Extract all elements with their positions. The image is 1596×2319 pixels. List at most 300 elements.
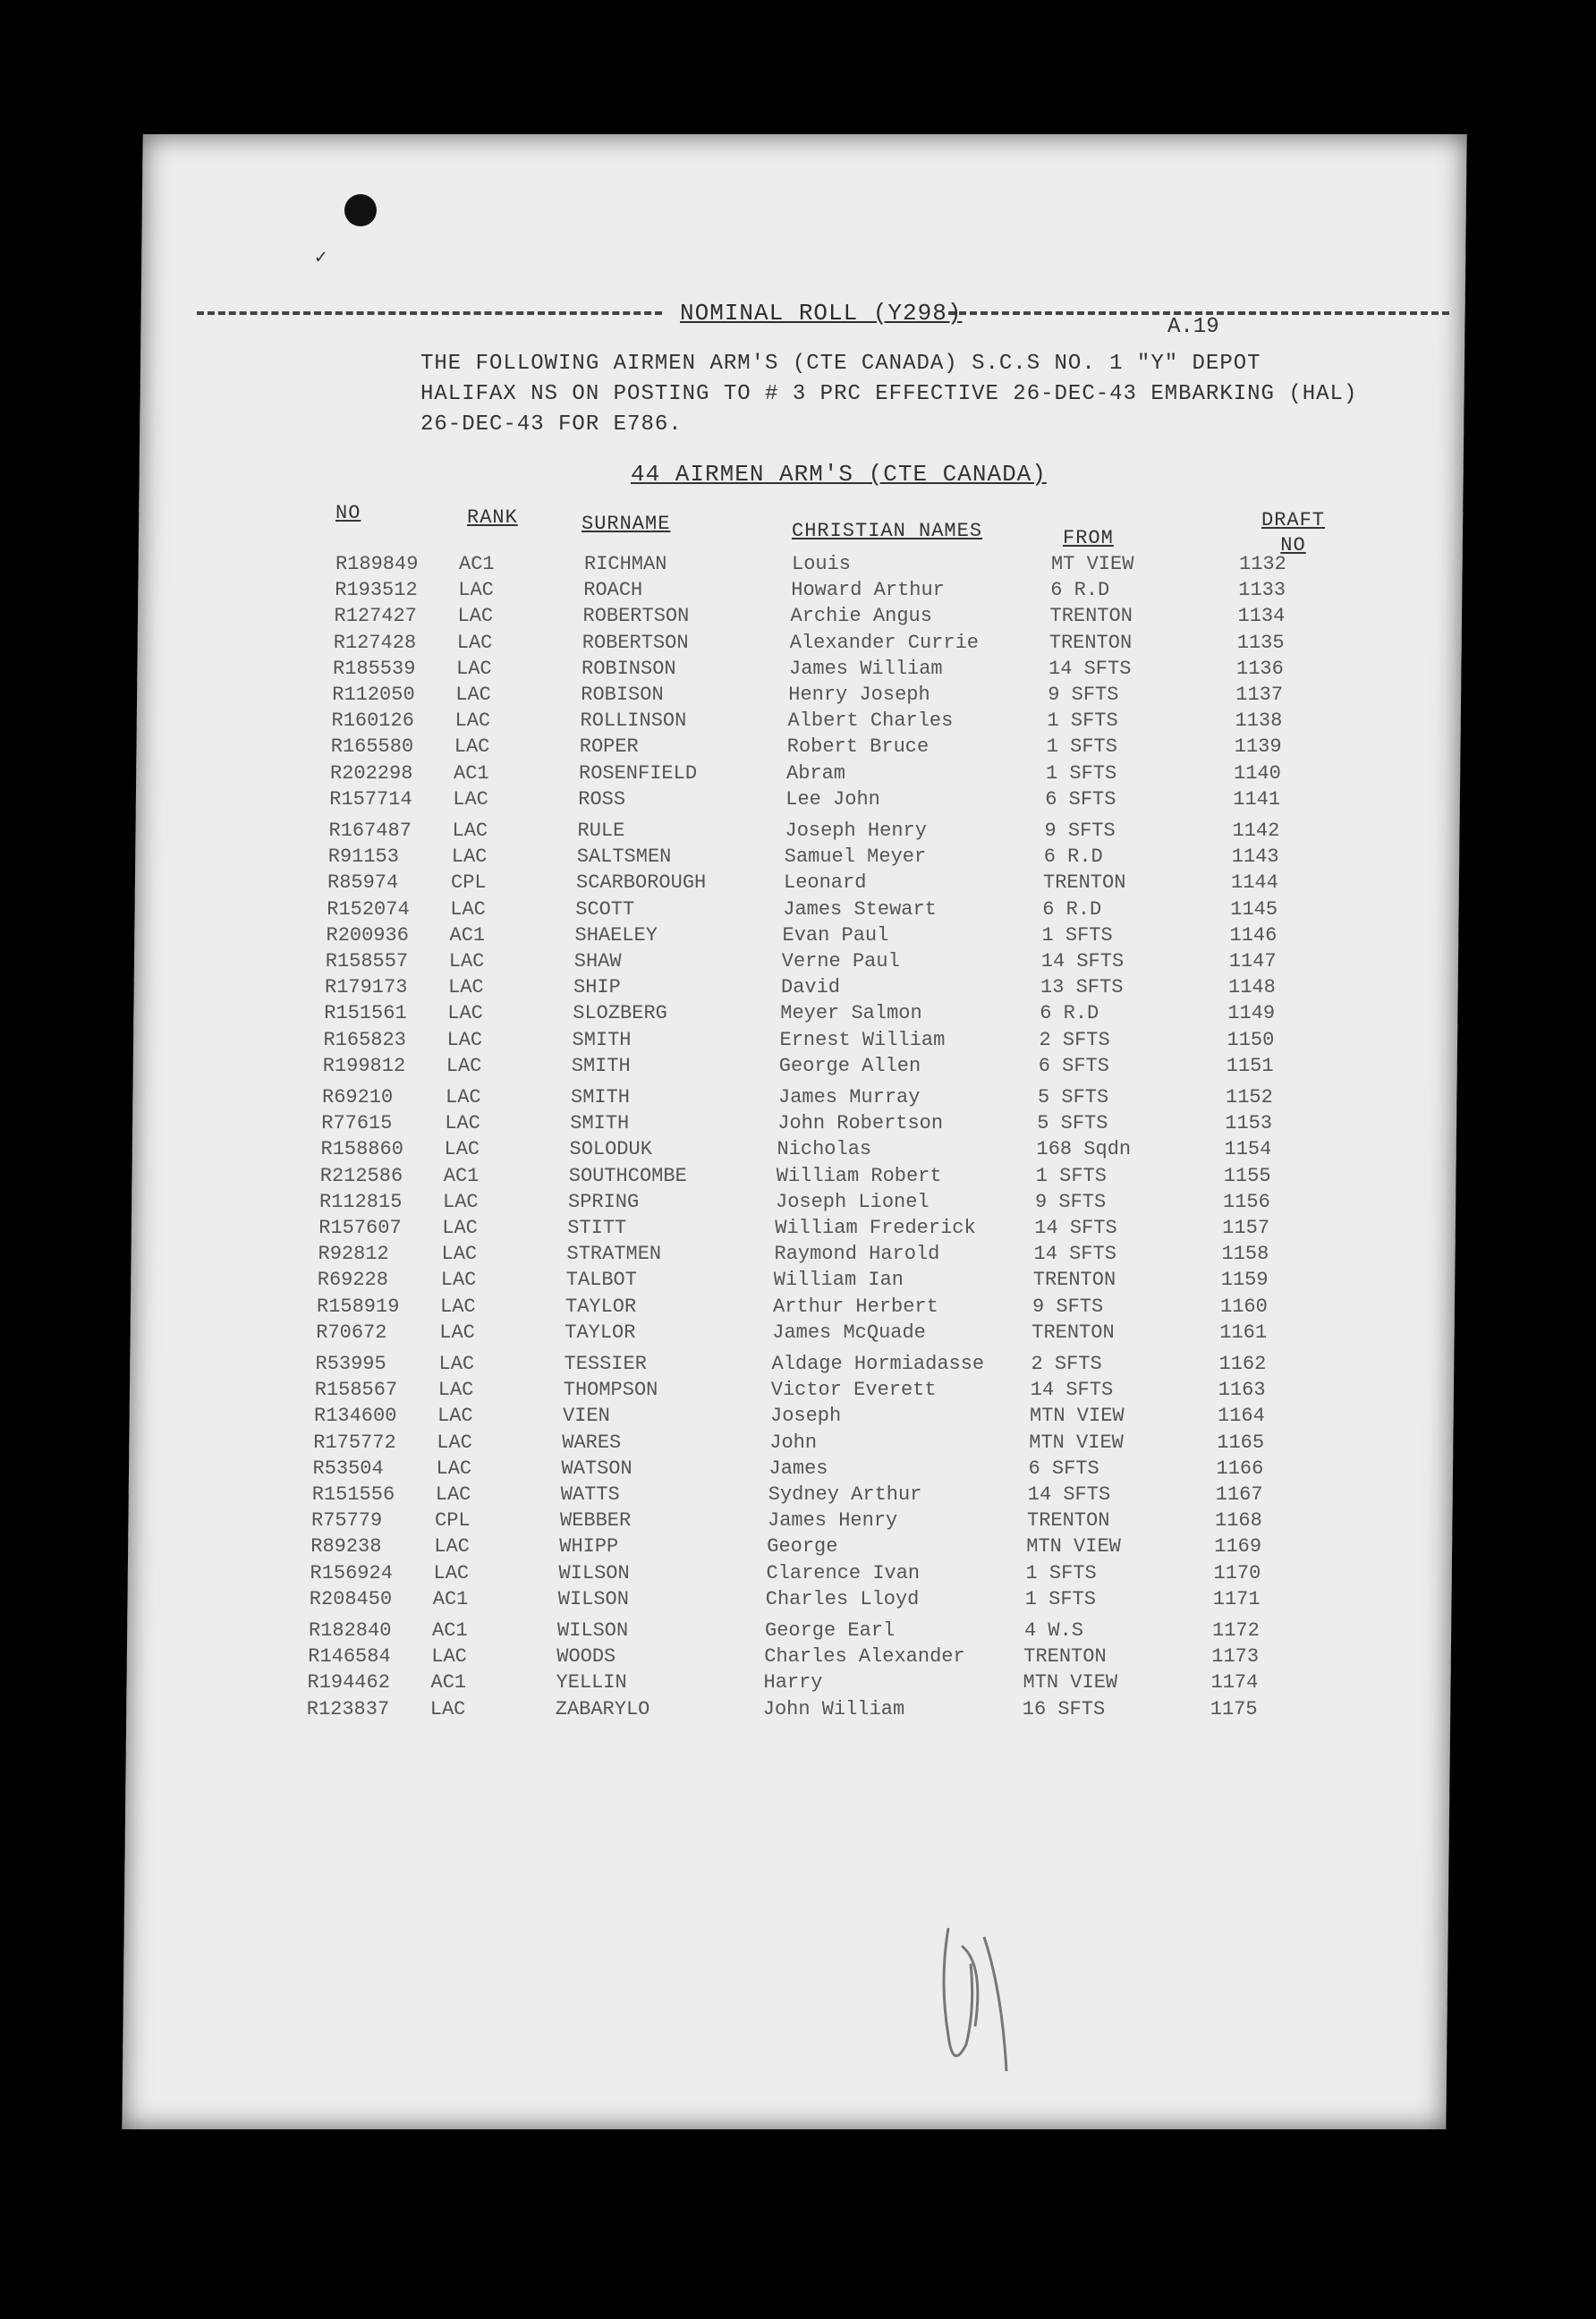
cell-surname: SHIP	[573, 976, 621, 999]
cell-rank: LAC	[440, 1295, 476, 1318]
cell-rank: LAC	[454, 735, 490, 759]
cell-from: 6 SFTS	[1038, 1054, 1109, 1077]
cell-draft: 1147	[1228, 950, 1277, 973]
cell-no: R89238	[310, 1535, 382, 1559]
cell-no: R69228	[317, 1269, 388, 1292]
cell-no: R77615	[321, 1112, 393, 1135]
cell-from: 1 SFTS	[1025, 1561, 1097, 1584]
cell-christian: Arthur Herbert	[773, 1295, 938, 1318]
table-row	[327, 898, 1400, 924]
cell-rank: LAC	[456, 657, 492, 680]
cell-surname: WHIPP	[559, 1535, 619, 1559]
cell-rank: LAC	[437, 1405, 473, 1428]
cell-surname: WEBBER	[560, 1509, 632, 1533]
cell-from: 9 SFTS	[1044, 820, 1116, 842]
mark-glyph: ✓	[315, 247, 327, 269]
cell-draft: 1151	[1226, 1054, 1274, 1077]
cell-christian: Samuel Meyer	[784, 845, 927, 869]
cell-no: R158557	[325, 950, 409, 973]
table-row	[313, 1431, 1387, 1457]
cell-rank: LAC	[453, 787, 488, 811]
cell-no: R70672	[316, 1321, 387, 1344]
cell-christian: Alexander Currie	[789, 631, 979, 654]
cell-rank: LAC	[429, 1697, 466, 1720]
cell-rank: LAC	[452, 820, 488, 842]
cell-christian: Robert Bruce	[786, 735, 930, 759]
cell-from: TRENTON	[1032, 1269, 1116, 1292]
handwritten-initials	[921, 1910, 1029, 2080]
cell-from: 1 SFTS	[1046, 761, 1117, 785]
cell-surname: THOMPSON	[563, 1379, 658, 1402]
cell-draft: 1155	[1223, 1164, 1271, 1187]
cell-from: 168 Sqdn	[1036, 1138, 1132, 1161]
cell-no: R127428	[333, 631, 417, 654]
cell-no: R193512	[335, 579, 418, 602]
cell-christian: James Murray	[778, 1086, 921, 1109]
cell-draft: 1145	[1230, 897, 1278, 921]
table-row	[310, 1562, 1384, 1588]
cell-surname: ROSS	[578, 787, 626, 811]
table-row	[324, 1029, 1397, 1055]
cell-surname: SHAELEY	[574, 923, 658, 947]
cell-christian: Harry	[763, 1671, 823, 1695]
cell-christian: David	[781, 976, 841, 999]
cell-christian: Aldage Hormiadasse	[771, 1353, 985, 1375]
cell-surname: VIEN	[563, 1405, 610, 1428]
table-row	[335, 553, 1409, 579]
cell-rank: LAC	[442, 1217, 478, 1239]
cell-no: R156924	[310, 1561, 393, 1584]
cell-christian: Victor Everett	[770, 1379, 937, 1402]
cell-no: R158919	[317, 1295, 400, 1318]
cell-draft: 1148	[1228, 976, 1276, 999]
cell-no: R182840	[309, 1619, 392, 1642]
header-rank: RANK	[467, 506, 518, 529]
table-row	[310, 1588, 1383, 1614]
cell-draft: 1157	[1222, 1217, 1270, 1239]
cell-draft: 1134	[1237, 605, 1286, 628]
cell-from: MTN VIEW	[1030, 1405, 1125, 1428]
cell-surname: WATSON	[561, 1457, 632, 1480]
cell-from: 14 SFTS	[1033, 1243, 1116, 1266]
cell-rank: LAC	[439, 1321, 475, 1344]
cell-christian: Charles Alexander	[764, 1645, 965, 1669]
page-number: A.19	[1167, 315, 1219, 339]
cell-rank: LAC	[437, 1379, 474, 1402]
table-row	[328, 845, 1402, 871]
cell-christian: Joseph Henry	[785, 820, 927, 842]
cell-christian: John	[769, 1431, 818, 1454]
cell-surname: SHAW	[573, 950, 622, 973]
cell-no: R189849	[335, 553, 419, 575]
cell-draft: 1139	[1234, 735, 1282, 759]
cell-no: R212586	[319, 1164, 403, 1187]
cell-christian: Joseph Lionel	[776, 1190, 930, 1213]
cell-draft: 1159	[1220, 1269, 1269, 1292]
cell-from: 9 SFTS	[1048, 684, 1119, 706]
cell-rank: LAC	[441, 1243, 478, 1266]
cell-from: 14 SFTS	[1027, 1483, 1111, 1506]
cell-from: TRENTON	[1031, 1321, 1115, 1344]
table-row	[331, 735, 1405, 761]
cell-surname: ROBISON	[581, 684, 664, 706]
table-row	[332, 709, 1405, 735]
cell-surname: STITT	[567, 1217, 627, 1239]
cell-surname: YELLIN	[556, 1671, 627, 1695]
cell-christian: Clarence Ivan	[766, 1561, 921, 1584]
cell-christian: Evan Paul	[782, 923, 889, 947]
cell-surname: TALBOT	[565, 1269, 637, 1292]
cell-draft: 1172	[1212, 1619, 1260, 1642]
cell-surname: SOLODUK	[569, 1138, 652, 1161]
cell-surname: TESSIER	[564, 1353, 647, 1375]
cell-rank: LAC	[448, 976, 484, 999]
cell-draft: 1158	[1221, 1243, 1269, 1266]
cell-christian: James McQuade	[772, 1321, 926, 1344]
cell-no: R158860	[320, 1138, 403, 1161]
table-row	[316, 1353, 1389, 1379]
cell-draft: 1156	[1223, 1190, 1270, 1213]
cell-draft: 1173	[1211, 1645, 1260, 1669]
table-row	[314, 1405, 1388, 1431]
table-row	[330, 762, 1404, 788]
cell-from: 16 SFTS	[1022, 1697, 1106, 1720]
cell-no: R53504	[312, 1457, 384, 1480]
cell-surname: WARES	[562, 1431, 622, 1454]
cell-from: MTN VIEW	[1029, 1431, 1124, 1454]
cell-from: 9 SFTS	[1032, 1295, 1104, 1318]
cell-from: 6 R.D	[1043, 845, 1103, 869]
table-row	[333, 658, 1406, 684]
cell-rank: LAC	[451, 845, 488, 869]
cell-draft: 1170	[1213, 1561, 1261, 1584]
cell-no: R92812	[318, 1243, 389, 1266]
cell-rank: AC1	[443, 1164, 480, 1187]
cell-rank: AC1	[459, 553, 495, 575]
cell-no: R85974	[327, 871, 399, 895]
cell-no: R75779	[311, 1509, 383, 1533]
cell-rank: LAC	[450, 897, 486, 921]
cell-rank: LAC	[431, 1645, 467, 1669]
cell-from: 1 SFTS	[1046, 735, 1117, 759]
cell-draft: 1138	[1235, 709, 1283, 733]
cell-no: R160126	[331, 709, 414, 733]
cell-rank: AC1	[432, 1619, 468, 1642]
table-row	[308, 1645, 1381, 1671]
cell-surname: WILSON	[558, 1561, 630, 1584]
cell-from: 1 SFTS	[1041, 923, 1113, 947]
cell-draft: 1174	[1210, 1671, 1259, 1695]
cell-from: MT VIEW	[1051, 553, 1134, 575]
cell-draft: 1171	[1212, 1587, 1261, 1610]
cell-no: R112815	[319, 1190, 403, 1213]
table-row	[319, 1191, 1393, 1217]
cell-surname: ROBINSON	[582, 657, 676, 680]
cell-draft: 1152	[1226, 1086, 1273, 1109]
table-row	[313, 1457, 1387, 1483]
cell-christian: George	[767, 1535, 838, 1559]
cell-draft: 1141	[1233, 787, 1281, 811]
cell-surname: RICHMAN	[584, 553, 667, 575]
cell-draft: 1163	[1218, 1379, 1266, 1402]
cell-no: R202298	[330, 761, 413, 785]
cell-from: 1 SFTS	[1035, 1164, 1107, 1187]
cell-draft: 1164	[1218, 1405, 1265, 1428]
cell-christian: James	[768, 1457, 828, 1480]
table-row	[309, 1619, 1382, 1645]
table-row	[320, 1165, 1394, 1191]
cell-rank: LAC	[447, 1002, 483, 1025]
cell-no: R157607	[318, 1217, 402, 1239]
cell-christian: Nicholas	[777, 1138, 872, 1161]
cell-no: R194462	[307, 1671, 390, 1695]
cell-surname: SCOTT	[575, 897, 635, 921]
cell-no: R165580	[330, 735, 414, 759]
cell-christian: Leonard	[784, 871, 867, 895]
table-row	[321, 1138, 1395, 1164]
cell-rank: LAC	[448, 950, 485, 973]
cell-christian: Albert Charles	[787, 709, 954, 733]
cell-surname: ROLLINSON	[580, 709, 687, 733]
cell-rank: AC1	[432, 1587, 469, 1610]
table-row	[326, 950, 1399, 976]
cell-from: MTN VIEW	[1026, 1535, 1121, 1559]
cell-draft: 1154	[1224, 1138, 1272, 1161]
cell-surname: ROBERTSON	[582, 605, 690, 628]
cell-rank: LAC	[433, 1561, 470, 1584]
cell-no: R152074	[327, 897, 410, 921]
cell-from: TRENTON	[1027, 1509, 1110, 1533]
cell-from: TRENTON	[1049, 605, 1133, 628]
cell-draft: 1165	[1217, 1431, 1265, 1454]
cell-from: 5 SFTS	[1037, 1112, 1108, 1135]
cell-no: R127427	[334, 605, 417, 628]
cell-christian: George Earl	[765, 1619, 896, 1642]
cell-christian: Archie Angus	[790, 605, 932, 628]
cell-draft: 1137	[1235, 684, 1284, 706]
cell-draft: 1149	[1227, 1002, 1276, 1025]
count-heading: 44 AIRMEN ARM'S (CTE CANADA)	[631, 461, 1047, 488]
cell-surname: RULE	[577, 820, 625, 842]
table-row	[308, 1671, 1381, 1697]
cell-rank: LAC	[435, 1483, 471, 1506]
cell-rank: CPL	[451, 871, 487, 895]
cell-no: R179173	[325, 976, 408, 999]
cell-from: 2 SFTS	[1031, 1353, 1102, 1375]
cell-draft: 1150	[1227, 1028, 1275, 1051]
table-row	[318, 1243, 1392, 1269]
cell-no: R53995	[315, 1353, 386, 1375]
cell-surname: ROPER	[579, 735, 639, 759]
cell-no: R165823	[323, 1028, 406, 1051]
header-from: FROM	[1063, 527, 1114, 549]
cell-rank: LAC	[457, 605, 494, 628]
cell-surname: TAYLOR	[565, 1321, 636, 1344]
cell-from: 14 SFTS	[1034, 1217, 1117, 1239]
cell-christian: Verne Paul	[781, 950, 900, 973]
cell-surname: ROSENFIELD	[579, 761, 698, 785]
cell-draft: 1162	[1218, 1353, 1267, 1375]
cell-christian: Sydney Arthur	[768, 1483, 922, 1506]
table-row	[317, 1295, 1390, 1321]
cell-draft: 1160	[1220, 1295, 1268, 1318]
cell-surname: SMITH	[571, 1086, 631, 1109]
cell-rank: LAC	[456, 631, 493, 654]
cell-christian: George Allen	[778, 1054, 921, 1077]
cell-christian: Ernest William	[779, 1028, 946, 1051]
cell-christian: Louis	[792, 553, 852, 575]
cell-no: R158567	[314, 1379, 398, 1402]
table-row	[312, 1483, 1386, 1509]
header-no: NO	[335, 502, 361, 524]
cell-draft: 1136	[1236, 657, 1284, 680]
cell-surname: SPRING	[568, 1190, 640, 1213]
cell-draft: 1144	[1231, 871, 1278, 895]
cell-surname: SALTSMEN	[576, 845, 672, 869]
cell-draft: 1153	[1225, 1112, 1273, 1135]
cell-from: 6 R.D	[1040, 1002, 1099, 1025]
cell-from: 14 SFTS	[1030, 1379, 1114, 1402]
cell-surname: SLOZBERG	[573, 1002, 667, 1025]
cell-christian: William Frederick	[775, 1217, 976, 1239]
cell-surname: WILSON	[557, 1619, 629, 1642]
cell-draft: 1146	[1229, 923, 1278, 947]
cell-draft: 1175	[1210, 1697, 1258, 1720]
cell-surname: ZABARYLO	[555, 1697, 650, 1720]
cell-no: R175772	[313, 1431, 396, 1454]
cell-surname: ROACH	[583, 579, 643, 602]
cell-surname: SMITH	[571, 1054, 631, 1077]
cell-from: 1 SFTS	[1047, 709, 1118, 733]
cell-from: 5 SFTS	[1038, 1086, 1109, 1109]
header-christian-names: CHRISTIAN NAMES	[792, 520, 983, 542]
cell-rank: LAC	[443, 1190, 479, 1213]
cell-christian: John William	[762, 1697, 905, 1720]
cell-draft: 1143	[1231, 845, 1279, 869]
cell-surname: ROBERTSON	[582, 631, 689, 654]
cell-rank: LAC	[446, 1054, 482, 1077]
cell-christian: James William	[789, 657, 943, 680]
table-row	[310, 1535, 1384, 1561]
cell-rank: LAC	[437, 1431, 472, 1454]
table-row	[318, 1217, 1392, 1243]
table-row	[311, 1509, 1385, 1535]
header-draft-no: DRAFT NO	[1261, 509, 1326, 556]
cell-from: TRENTON	[1043, 871, 1126, 895]
cell-christian: William Ian	[773, 1269, 904, 1292]
cell-christian: Henry Joseph	[788, 684, 930, 706]
cell-christian: Joseph	[770, 1405, 842, 1428]
cell-no: R199812	[322, 1054, 406, 1077]
table-row	[335, 579, 1408, 605]
table-row	[307, 1698, 1380, 1724]
cell-from: 6 R.D	[1042, 897, 1102, 921]
cell-draft: 1132	[1239, 553, 1286, 575]
cell-rank: LAC	[440, 1269, 477, 1292]
cell-rank: AC1	[430, 1671, 467, 1695]
header-surname: SURNAME	[582, 513, 671, 535]
cell-rank: LAC	[438, 1353, 475, 1375]
table-row	[329, 820, 1403, 845]
cell-christian: James Stewart	[783, 897, 937, 921]
cell-rank: LAC	[455, 684, 491, 706]
table-row	[325, 976, 1398, 1002]
cell-christian: Abram	[786, 761, 846, 785]
cell-draft: 1161	[1219, 1321, 1268, 1344]
cell-no: R167487	[328, 820, 412, 842]
intro-paragraph: THE FOLLOWING AIRMEN ARM'S (CTE CANADA) S.C.S NO. 1 "Y" DEPOT HALIFAX NS ON POSTING TO # 3 PRC EFFECTIVE 26-DEC-43 EMBARKING (HAL) 26-DEC-43 FOR E786.	[420, 352, 1358, 437]
cell-surname: SMITH	[570, 1112, 630, 1135]
cell-surname: SCARBOROUGH	[576, 871, 707, 895]
table-row	[315, 1379, 1388, 1405]
cell-draft: 1166	[1216, 1457, 1264, 1480]
cell-surname: WOODS	[556, 1645, 616, 1669]
cell-from: 1 SFTS	[1024, 1587, 1096, 1610]
cell-christian: Howard Arthur	[791, 579, 945, 602]
cell-christian: Lee John	[785, 787, 880, 811]
cell-draft: 1140	[1234, 761, 1281, 785]
cell-christian: William Robert	[776, 1164, 942, 1187]
cell-draft: 1168	[1215, 1509, 1262, 1533]
cell-no: R151556	[311, 1483, 395, 1506]
cell-no: R112050	[332, 684, 415, 706]
cell-draft: 1133	[1238, 579, 1286, 602]
cell-rank: LAC	[458, 579, 494, 602]
cell-christian: John Robertson	[777, 1112, 944, 1135]
cell-christian: James Henry	[768, 1509, 898, 1533]
cell-surname: SOUTHCOMBE	[568, 1164, 687, 1187]
cell-from: MTN VIEW	[1023, 1671, 1118, 1695]
table-row	[335, 605, 1408, 631]
cell-surname: WATTS	[560, 1483, 620, 1506]
table-row	[318, 1269, 1391, 1295]
table-row	[334, 632, 1407, 658]
cell-from: 9 SFTS	[1035, 1190, 1107, 1213]
cell-rank: LAC	[434, 1535, 470, 1559]
cell-from: 6 SFTS	[1028, 1457, 1099, 1480]
cell-rank: LAC	[445, 1112, 480, 1135]
cell-no: R208450	[309, 1587, 393, 1610]
cell-rank: LAC	[436, 1457, 472, 1480]
cell-from: 6 R.D	[1050, 579, 1110, 602]
cell-rank: AC1	[449, 923, 486, 947]
cell-from: 14 SFTS	[1040, 950, 1125, 973]
cell-christian: Charles Lloyd	[765, 1587, 920, 1610]
cell-no: R157714	[329, 787, 412, 811]
cell-rank: AC1	[454, 761, 489, 785]
cell-from: 2 SFTS	[1039, 1028, 1110, 1051]
cell-from: 13 SFTS	[1040, 976, 1124, 999]
cell-draft: 1135	[1236, 631, 1285, 654]
cell-surname: TAYLOR	[565, 1295, 637, 1318]
cell-rank: LAC	[454, 709, 491, 733]
cell-surname: SMITH	[572, 1028, 632, 1051]
table-row	[332, 684, 1405, 709]
document-title: NOMINAL ROLL (Y298)	[680, 300, 963, 327]
cell-draft: 1167	[1215, 1483, 1263, 1506]
table-row	[324, 1002, 1397, 1028]
cell-no: R91153	[327, 845, 399, 869]
cell-surname: WILSON	[557, 1587, 629, 1610]
cell-no: R185539	[333, 657, 416, 680]
table-row	[327, 871, 1401, 897]
cell-no: R146584	[308, 1645, 391, 1669]
cell-from: TRENTON	[1023, 1645, 1107, 1669]
cell-rank: LAC	[446, 1028, 483, 1051]
cell-no: R134600	[314, 1405, 397, 1428]
cell-draft: 1169	[1214, 1535, 1262, 1559]
cell-no: R151561	[324, 1002, 407, 1025]
